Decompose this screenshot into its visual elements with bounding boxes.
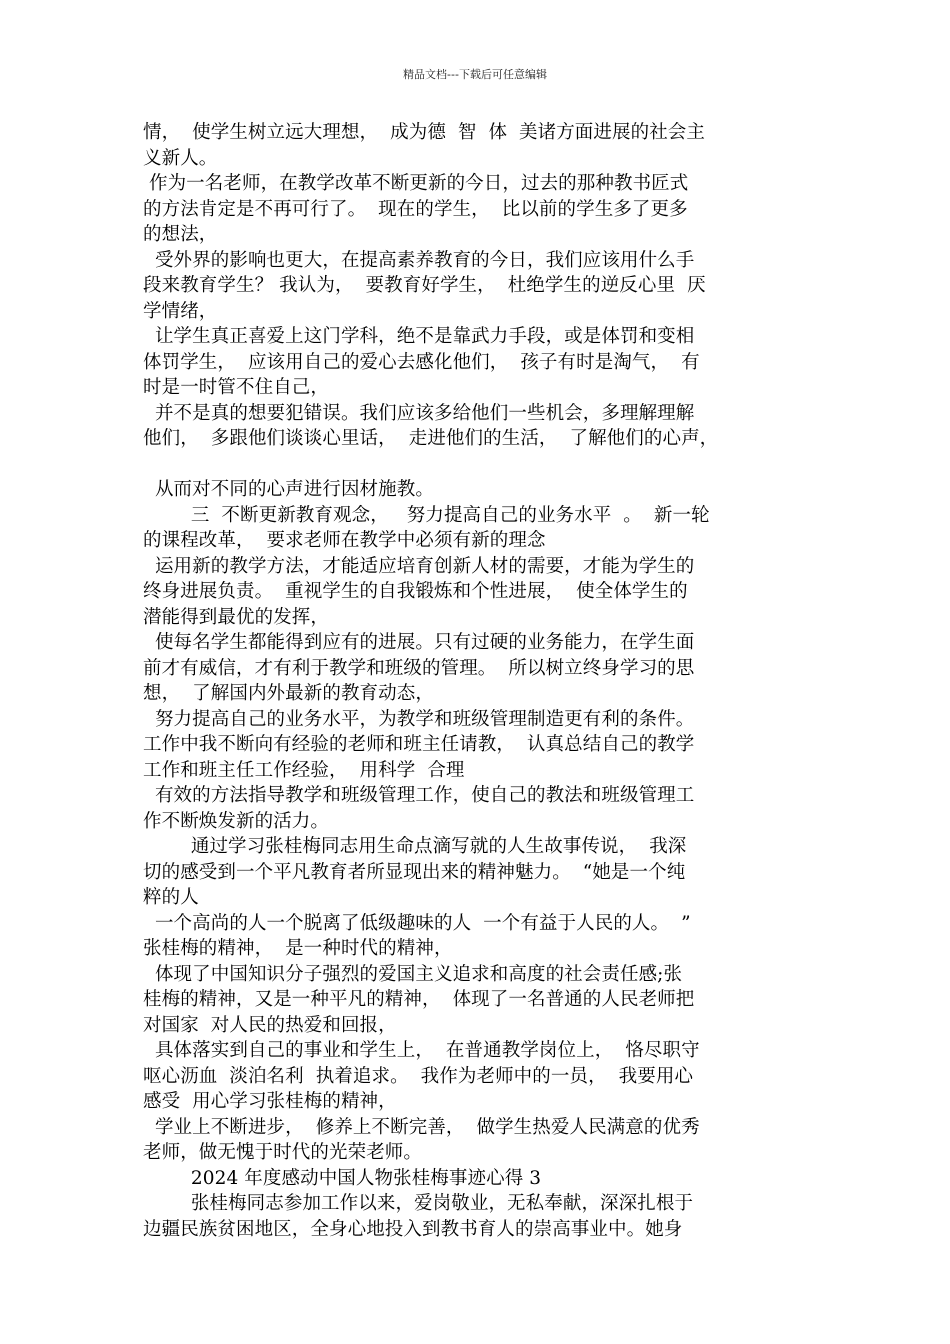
text-line: 时是一时管不住自己， [143,377,330,398]
text-line: 作为一名老师，在教学改革不断更新的今日，过去的那种教书匠式 [143,173,689,194]
text-line: 老师，做无愧于时代的光荣老师。 [143,1142,423,1163]
text-line: 工作和班主任工作经验， 用科学 合理 [143,759,465,781]
text-line: 他们， 多跟他们谈谈心里话， 走进他们的生活， 了解他们的心声， [143,428,719,449]
text-line: 体罚学生， 应该用自己的爱心去感化他们， 孩子有时是淘气， 有 [143,351,700,373]
text-line: 张桂梅同志参加工作以来，爱岗敬业，无私奉献，深深扎根于 [143,1193,694,1214]
text-line: 的想法， [143,224,218,245]
text-line: 学业上不断进步， 修养上不断完善， 做学生热爱人民满意的优秀 [143,1116,700,1138]
text-line: 情， 使学生树立远大理想， 成为德 智 体 美诸方面进展的社会主 [143,122,706,143]
text-line: 前才有威信，才有利于教学和班级的管理。 所以树立终身学习的思 [143,657,695,679]
text-line: 边疆民族贫困地区，全身心地投入到教书育人的崇高事业中。她身 [143,1218,683,1240]
text-line: 的课程改革， 要求老师在教学中必须有新的理念 [143,530,546,551]
text-line: 切的感受到一个平凡教育者所显现出来的精神魅力。 “她是一个纯 [143,861,686,883]
text-line: 呕心沥血 淡泊名利 执着追求。 我作为老师中的一员， 我要用心 [143,1065,694,1087]
page-header: 精品文档---下载后可任意编辑 [403,68,547,81]
text-line: 想， 了解国内外最新的教育动态， [143,683,434,704]
text-line: 体现了中国知识分子强烈的爱国主义追求和高度的社会责任感;张 [143,963,683,985]
text-line: 努力提高自己的业务水平，为教学和班级管理制造更有利的条件。 [143,708,695,730]
text-line: 通过学习张桂梅同志用生命点滴写就的人生故事传说， 我深 [143,836,687,857]
text-line: 义新人。 [143,147,218,169]
text-line: 的方法肯定是不再可行了。 现在的学生， 比以前的学生多了更多 [143,198,688,220]
text-line: 具体落实到自己的事业和学生上， 在普通教学岗位上， 恪尽职守 [143,1040,700,1061]
text-line: 终身进展负责。 重视学生的自我锻炼和个性进展， 使全体学生的 [143,581,688,602]
text-line: 并不是真的想要犯错误。我们应该多给他们一些机会，多理解理解 [143,402,695,424]
text-line: 作不断焕发新的活力。 [143,810,330,832]
text-line: 从而对不同的心声进行因材施教。 [143,479,434,500]
text-line: 工作中我不断向有经验的老师和班主任请教， 认真总结自己的教学 [143,734,695,755]
text-line: 三 不断更新教育观念， 努力提高自己的业务水平 。 新一轮 [143,504,710,526]
text-line: 运用新的教学方法，才能适应培育创新人材的需要，才能为学生的 [143,555,695,577]
text-line: 潜能得到最优的发挥， [143,606,330,628]
text-line: 有效的方法指导教学和班级管理工作，使自己的教法和班级管理工 [143,785,695,806]
text-line: 桂梅的精神，又是一种平凡的精神， 体现了一名普通的人民老师把 [143,989,695,1010]
section-heading: 2024 年度感动中国人物张桂梅事迹心得 3 [143,1167,542,1189]
text-line: 一个高尚的人一个脱离了低级趣味的人 一个有益于人民的人。 ” [143,912,691,934]
document-body [143,120,833,1242]
blank-line [143,452,833,478]
text-line: 使每名学生都能得到应有的进展。只有过硬的业务能力，在学生面 [143,632,695,653]
text-line: 让学生真正喜爱上这门学科，绝不是靠武力手段，或是体罚和变相 [143,326,695,347]
text-line: 张桂梅的精神， 是一种时代的精神， [143,938,453,959]
text-line: 对国家 对人民的热爱和回报， [143,1014,397,1036]
text-line: 感受 用心学习张桂梅的精神， [143,1091,397,1112]
text-line: 粹的人 [143,887,199,908]
text-line: 受外界的影响也更大，在提高素养教育的今日，我们应该用什么手 [143,249,695,271]
text-line: 段来教育学生？ 我认为， 要教育好学生， 杜绝学生的逆反心里 厌 [143,275,706,296]
text-line: 学情绪， [143,300,218,322]
